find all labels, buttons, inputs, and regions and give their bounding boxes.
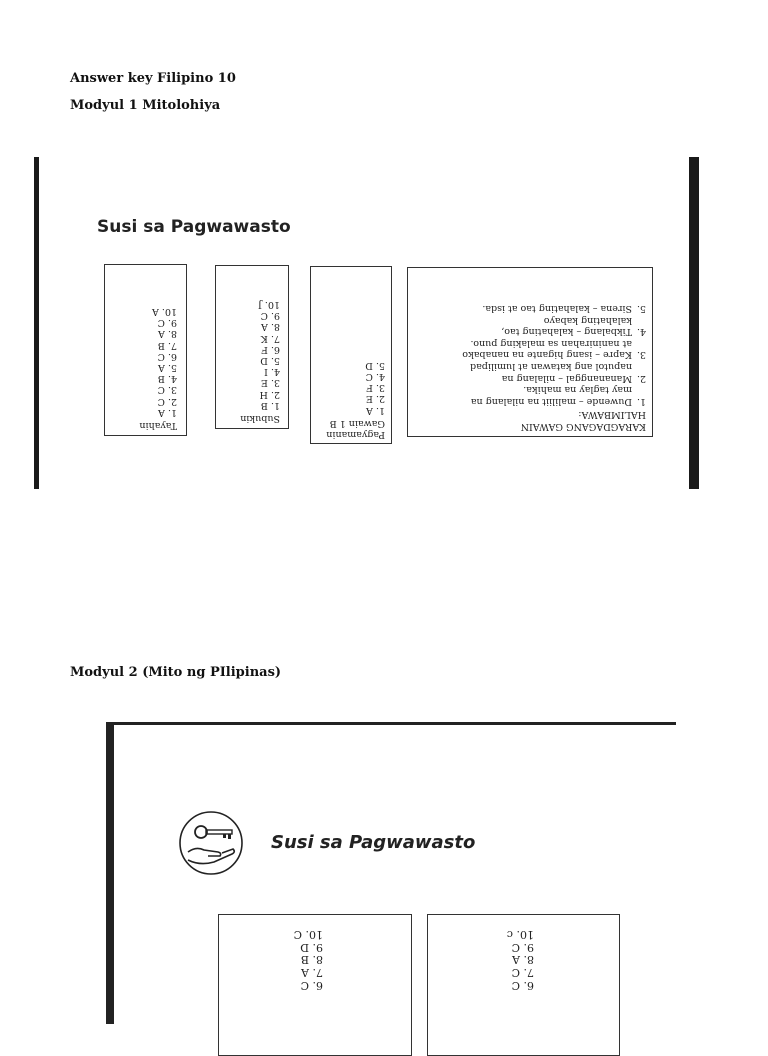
answer-item: 8. B <box>300 953 323 967</box>
answer-key-figure-modyul-1 <box>34 157 699 489</box>
answer-item: 7. B <box>157 339 177 351</box>
gawain-label: Gawain 1 B <box>329 417 385 429</box>
list-item: 3. Kapre – isang higante na nanabako at naninirahan sa malaking puno. <box>462 337 646 361</box>
answer-key-figure-modyul-2 <box>106 722 676 1024</box>
modyul-2-heading: Modyul 2 (Mito ng PIlipinas) <box>70 665 282 680</box>
document-title: Answer key Filipino 10 <box>70 71 236 86</box>
tayahin-box <box>104 264 187 436</box>
list-item: 5. Sirena – kalahating tao at isda. <box>482 303 646 315</box>
answer-item: 2. E <box>365 393 385 405</box>
answer-item: 1. A <box>366 404 385 416</box>
list-item: 2. Manananggal – nilalang na naputol ang katawan at lumilipad <box>470 361 646 384</box>
answer-item: 8. A <box>158 328 177 340</box>
answer-box <box>218 914 412 1056</box>
answer-item: 5. D <box>260 354 280 366</box>
answer-item: 6. C <box>511 979 534 992</box>
key-in-hand-icon <box>178 810 244 876</box>
karagdagang-gawain-label: KARAGDAGANG GAWAIN <box>520 421 646 432</box>
answer-box <box>427 914 620 1056</box>
figure-border-left <box>34 157 39 489</box>
answer-item: 4. I <box>264 366 280 378</box>
figure-title: Susi sa Pagwawasto <box>271 832 476 853</box>
figure-border-right <box>689 157 699 489</box>
figure-title: Susi sa Pagwawasto <box>97 217 291 237</box>
answer-item: 9. C <box>157 317 177 329</box>
answer-item: 4. B <box>157 373 177 385</box>
answer-item: 3. E <box>260 377 280 389</box>
answer-item: 5. A <box>158 361 177 373</box>
answer-item: 6. C <box>300 979 323 992</box>
answer-item: 10. C <box>293 927 323 941</box>
pagyamanin-label: Pagyamanin <box>326 429 385 440</box>
halimbawa-label: HALIMBAWA: <box>578 409 646 421</box>
karagdagang-gawain-box <box>407 267 653 437</box>
answer-item: 3. F <box>366 382 385 394</box>
answer-item: 8. A <box>512 953 534 967</box>
answer-item: 3. C <box>157 384 177 396</box>
answer-item: 5. D <box>365 359 385 371</box>
subukin-box <box>215 265 289 429</box>
answer-item: 6. C <box>157 350 177 362</box>
pagyamanin-box <box>310 266 392 444</box>
answer-item: 9. C <box>260 310 280 322</box>
answer-item: 10. A <box>152 305 177 317</box>
answer-item: 9. C <box>511 940 534 954</box>
answer-item: 7. K <box>260 332 280 344</box>
answer-item: 2. H <box>259 388 280 400</box>
answer-item: 8. A <box>261 321 280 333</box>
figure-border-left <box>106 722 114 1024</box>
answer-item: 1. A <box>158 406 177 418</box>
answer-item: 7. C <box>511 966 534 980</box>
tayahin-label: Tayahin <box>139 420 177 431</box>
list-item: 4. Tikbalang – kalahating tao, kalahating kabayo <box>501 314 646 338</box>
answer-item: 6. F <box>261 343 280 355</box>
answer-item: 7. A <box>301 966 323 980</box>
figure-border-top <box>106 722 676 725</box>
answer-item: 9. D <box>300 940 323 954</box>
subukin-label: Subukin <box>240 413 280 424</box>
answer-item: 4. C <box>365 370 385 382</box>
list-item: 1. Duwende – maliliit na nilalang na may taglay na mahika. <box>470 384 646 407</box>
answer-item: 10. c <box>506 927 534 941</box>
answer-item: 1. B <box>260 399 280 411</box>
answer-item: 2. C <box>157 395 177 407</box>
answer-item: 10. J <box>258 298 280 310</box>
modyul-1-heading: Modyul 1 Mitolohiya <box>70 98 221 113</box>
